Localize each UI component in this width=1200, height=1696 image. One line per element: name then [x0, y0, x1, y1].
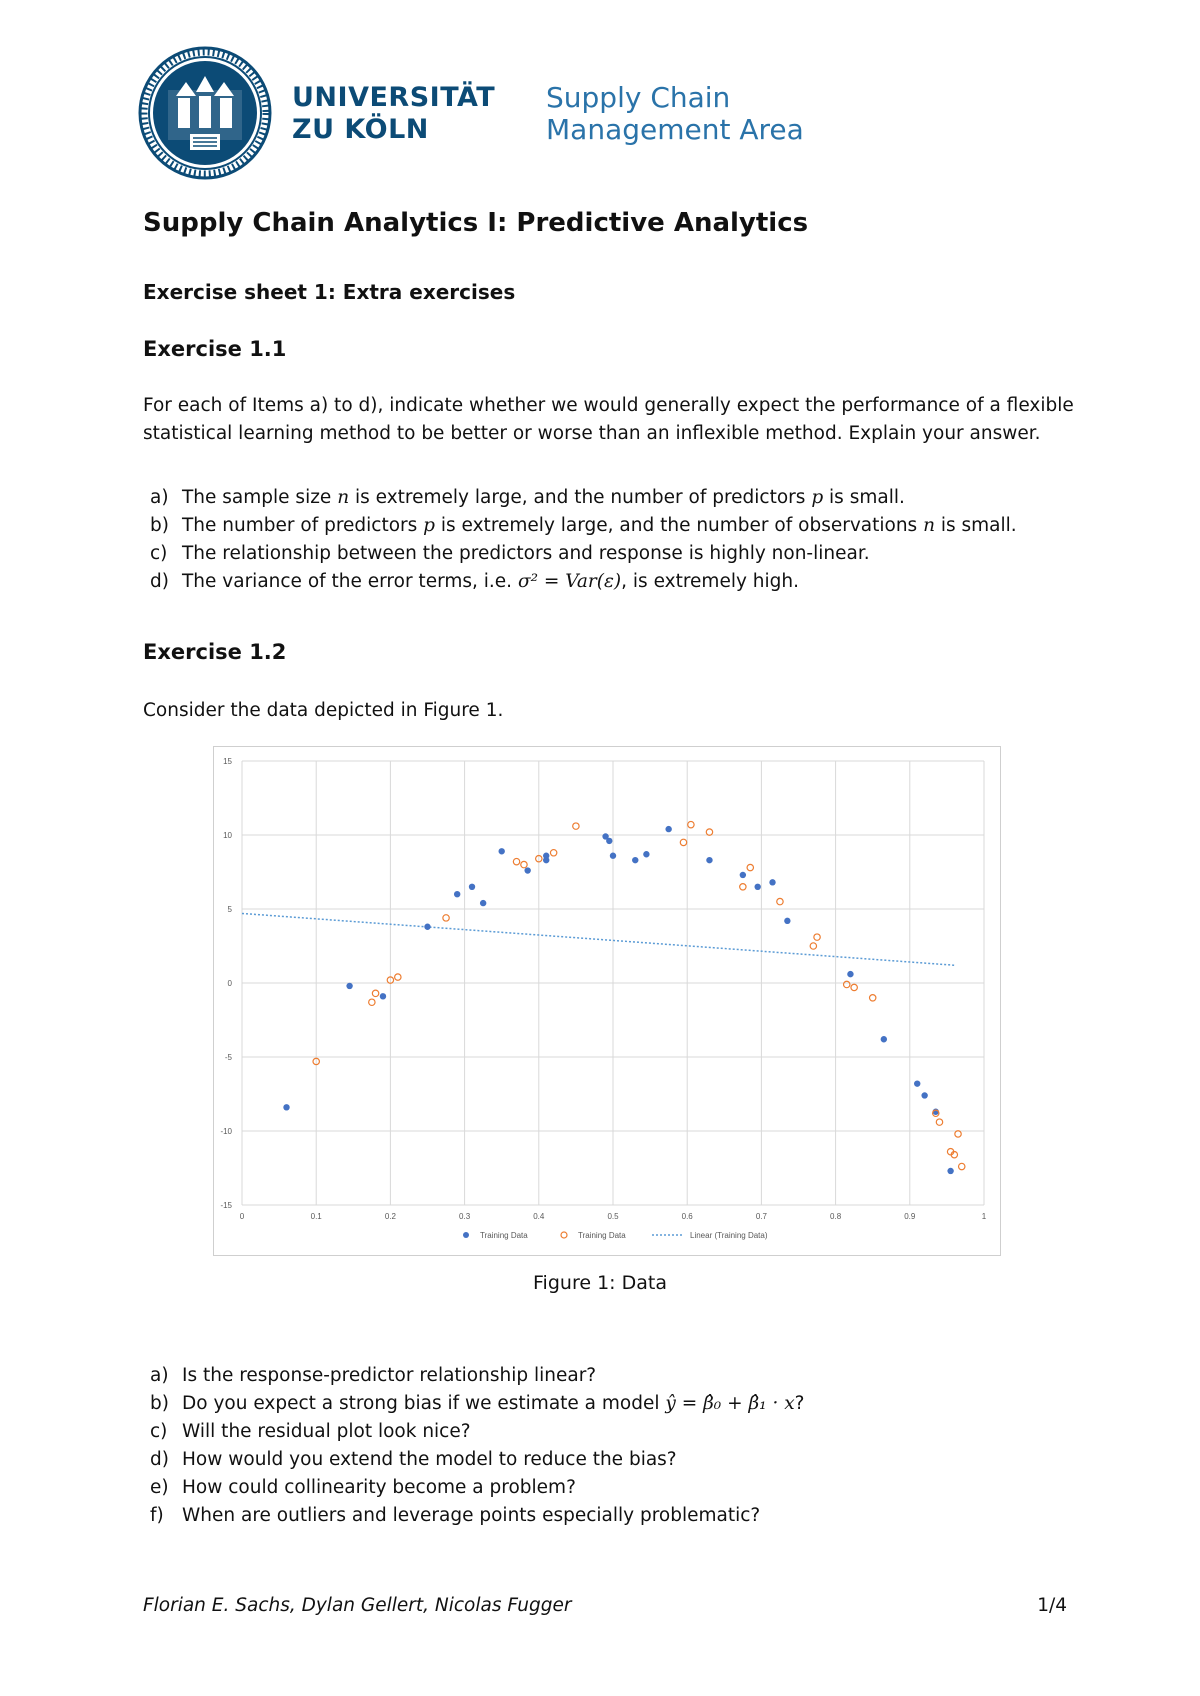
document-subtitle: Exercise sheet 1: Extra exercises [143, 280, 516, 304]
data-point-hollow [521, 861, 527, 867]
item-text: How could collinearity become a problem? [182, 1477, 576, 1498]
data-point-hollow [688, 821, 694, 827]
document-title: Supply Chain Analytics I: Predictive Analytics [143, 208, 809, 238]
data-point-filled [881, 1036, 887, 1042]
data-point-hollow [369, 999, 375, 1005]
data-point-hollow [851, 984, 857, 990]
data-point-filled [769, 879, 775, 885]
item-label: a) [150, 1365, 169, 1386]
x-tick-label: 0.4 [533, 1212, 545, 1221]
x-tick-label: 0.8 [830, 1212, 842, 1221]
item-text: , is extremely high. [621, 571, 800, 592]
department-name-line-2: Management Area [546, 113, 804, 146]
data-point-filled [424, 924, 430, 930]
legend-label: Training Data [480, 1231, 528, 1240]
exercise-1-2-items [150, 1362, 805, 1530]
y-tick-label: 15 [223, 757, 232, 766]
data-point-filled [480, 900, 486, 906]
exercise-1-2-heading: Exercise 1.2 [143, 640, 287, 664]
item-text: The sample size [182, 487, 338, 508]
item-label: b) [150, 1393, 169, 1414]
item-label: e) [150, 1477, 169, 1498]
item-label: c) [150, 1421, 168, 1442]
x-tick-label: 0.7 [755, 1212, 767, 1221]
data-point-filled [346, 983, 352, 989]
data-point-hollow [550, 850, 556, 856]
footer-page-number: 1/4 [1037, 1595, 1067, 1616]
list-item [150, 1390, 805, 1418]
figure-caption: Figure 1: Data [533, 1272, 667, 1294]
x-tick-label: 0.5 [607, 1212, 619, 1221]
list-item [150, 484, 1017, 512]
data-point-hollow [747, 864, 753, 870]
item-text: The number of predictors [182, 515, 424, 536]
item-text: The variance of the error terms, i.e. [182, 571, 518, 592]
data-point-hollow [814, 934, 820, 940]
y-tick-label: 0 [227, 979, 232, 988]
list-item [150, 512, 1017, 540]
legend-label: Linear (Training Data) [690, 1231, 768, 1240]
data-point-filled [754, 884, 760, 890]
data-point-hollow [513, 858, 519, 864]
legend-label: Training Data [578, 1231, 626, 1240]
item-text: ? [794, 1393, 805, 1414]
item-label: a) [150, 487, 169, 508]
data-point-filled [847, 971, 853, 977]
item-label: d) [150, 571, 169, 592]
item-text: How would you extend the model to reduce the bias? [182, 1449, 677, 1470]
item-label: f) [150, 1505, 164, 1526]
item-label: b) [150, 515, 169, 536]
data-point-hollow [740, 884, 746, 890]
list-item [150, 1502, 805, 1530]
item-text: Do you expect a strong bias if we estimate a model [182, 1393, 666, 1414]
scatter-chart-svg [214, 747, 1000, 1255]
data-point-filled [499, 848, 505, 854]
x-tick-label: 0.1 [310, 1212, 322, 1221]
item-math: p [423, 515, 436, 536]
data-point-hollow [443, 915, 449, 921]
data-point-filled [283, 1104, 289, 1110]
data-point-hollow [706, 829, 712, 835]
list-item [150, 568, 1017, 596]
item-text: Will the residual plot look nice? [182, 1421, 471, 1442]
data-point-hollow [936, 1119, 942, 1125]
y-tick-label: 5 [227, 905, 232, 914]
figure-1-chart [213, 746, 1001, 1256]
data-point-hollow [395, 974, 401, 980]
data-point-filled [606, 838, 612, 844]
item-text: is extremely large, and the number of observations [435, 515, 924, 536]
data-point-hollow [870, 995, 876, 1001]
data-point-hollow [680, 839, 686, 845]
x-tick-label: 0.3 [459, 1212, 471, 1221]
university-name-line-1: UNIVERSITÄT [292, 82, 496, 113]
exercise-1-1-items [150, 484, 1017, 596]
list-item [150, 1362, 805, 1390]
data-point-filled [543, 853, 549, 859]
department-name-line-1: Supply Chain [546, 81, 731, 114]
item-label: d) [150, 1449, 169, 1470]
data-point-hollow [844, 981, 850, 987]
item-text: is small. [934, 515, 1017, 536]
list-item [150, 1474, 805, 1502]
data-point-hollow [372, 990, 378, 996]
data-point-filled [454, 891, 460, 897]
university-name-line-2: ZU KÖLN [292, 114, 429, 145]
university-name [292, 82, 495, 146]
legend-marker-filled [463, 1232, 469, 1238]
x-tick-label: 0 [239, 1212, 245, 1221]
data-point-filled [784, 918, 790, 924]
data-point-filled [524, 867, 530, 873]
x-tick-label: 1 [981, 1212, 987, 1221]
y-tick-label: 10 [223, 831, 232, 840]
item-math: p [811, 487, 824, 508]
item-math: σ² = Var(ε) [517, 571, 622, 592]
data-point-filled [706, 857, 712, 863]
list-item [150, 1446, 805, 1474]
data-point-filled [740, 872, 746, 878]
x-tick-label: 0.2 [384, 1212, 396, 1221]
data-point-hollow [810, 943, 816, 949]
university-seal-logo [138, 46, 272, 180]
list-item [150, 1418, 805, 1446]
item-text: The relationship between the predictors and response is highly non-linear. [182, 543, 870, 564]
data-point-filled [914, 1080, 920, 1086]
data-point-filled [921, 1092, 927, 1098]
item-math: ŷ = β̂₀ + β̂₁ · x [665, 1393, 795, 1414]
data-point-filled [469, 884, 475, 890]
data-point-filled [665, 826, 671, 832]
item-math: n [337, 487, 350, 508]
footer-authors: Florian E. Sachs, Dylan Gellert, Nicolas Fugger [143, 1595, 572, 1616]
data-point-filled [632, 857, 638, 863]
x-tick-label: 0.6 [681, 1212, 693, 1221]
data-point-hollow [955, 1131, 961, 1137]
y-tick-label: -10 [220, 1127, 232, 1136]
data-point-hollow [777, 898, 783, 904]
item-text: is extremely large, and the number of predictors [349, 487, 812, 508]
trendline-linear [242, 913, 954, 965]
data-point-filled [610, 853, 616, 859]
exercise-1-1-heading: Exercise 1.1 [143, 337, 287, 361]
list-item [150, 540, 1017, 568]
data-point-hollow [573, 823, 579, 829]
department-name [546, 82, 804, 146]
y-tick-label: -5 [224, 1053, 232, 1062]
exercise-1-2-intro: Consider the data depicted in Figure 1. [143, 700, 504, 721]
data-point-filled [947, 1168, 953, 1174]
legend-marker-hollow [561, 1232, 567, 1238]
exercise-1-1-intro: For each of Items a) to d), indicate whether we would generally expect the performance of a flexible statistical learning method to be better or worse than an inflexible method. Explain your answer. [143, 395, 1074, 444]
data-point-filled [643, 851, 649, 857]
data-point-filled [380, 993, 386, 999]
x-tick-label: 0.9 [904, 1212, 916, 1221]
item-text: Is the response-predictor relationship linear? [182, 1365, 597, 1386]
item-math: n [923, 515, 935, 536]
item-label: c) [150, 543, 168, 564]
y-tick-label: -15 [220, 1201, 232, 1210]
item-text: When are outliers and leverage points especially problematic? [182, 1505, 761, 1526]
item-text: is small. [823, 487, 905, 508]
data-point-hollow [959, 1163, 965, 1169]
